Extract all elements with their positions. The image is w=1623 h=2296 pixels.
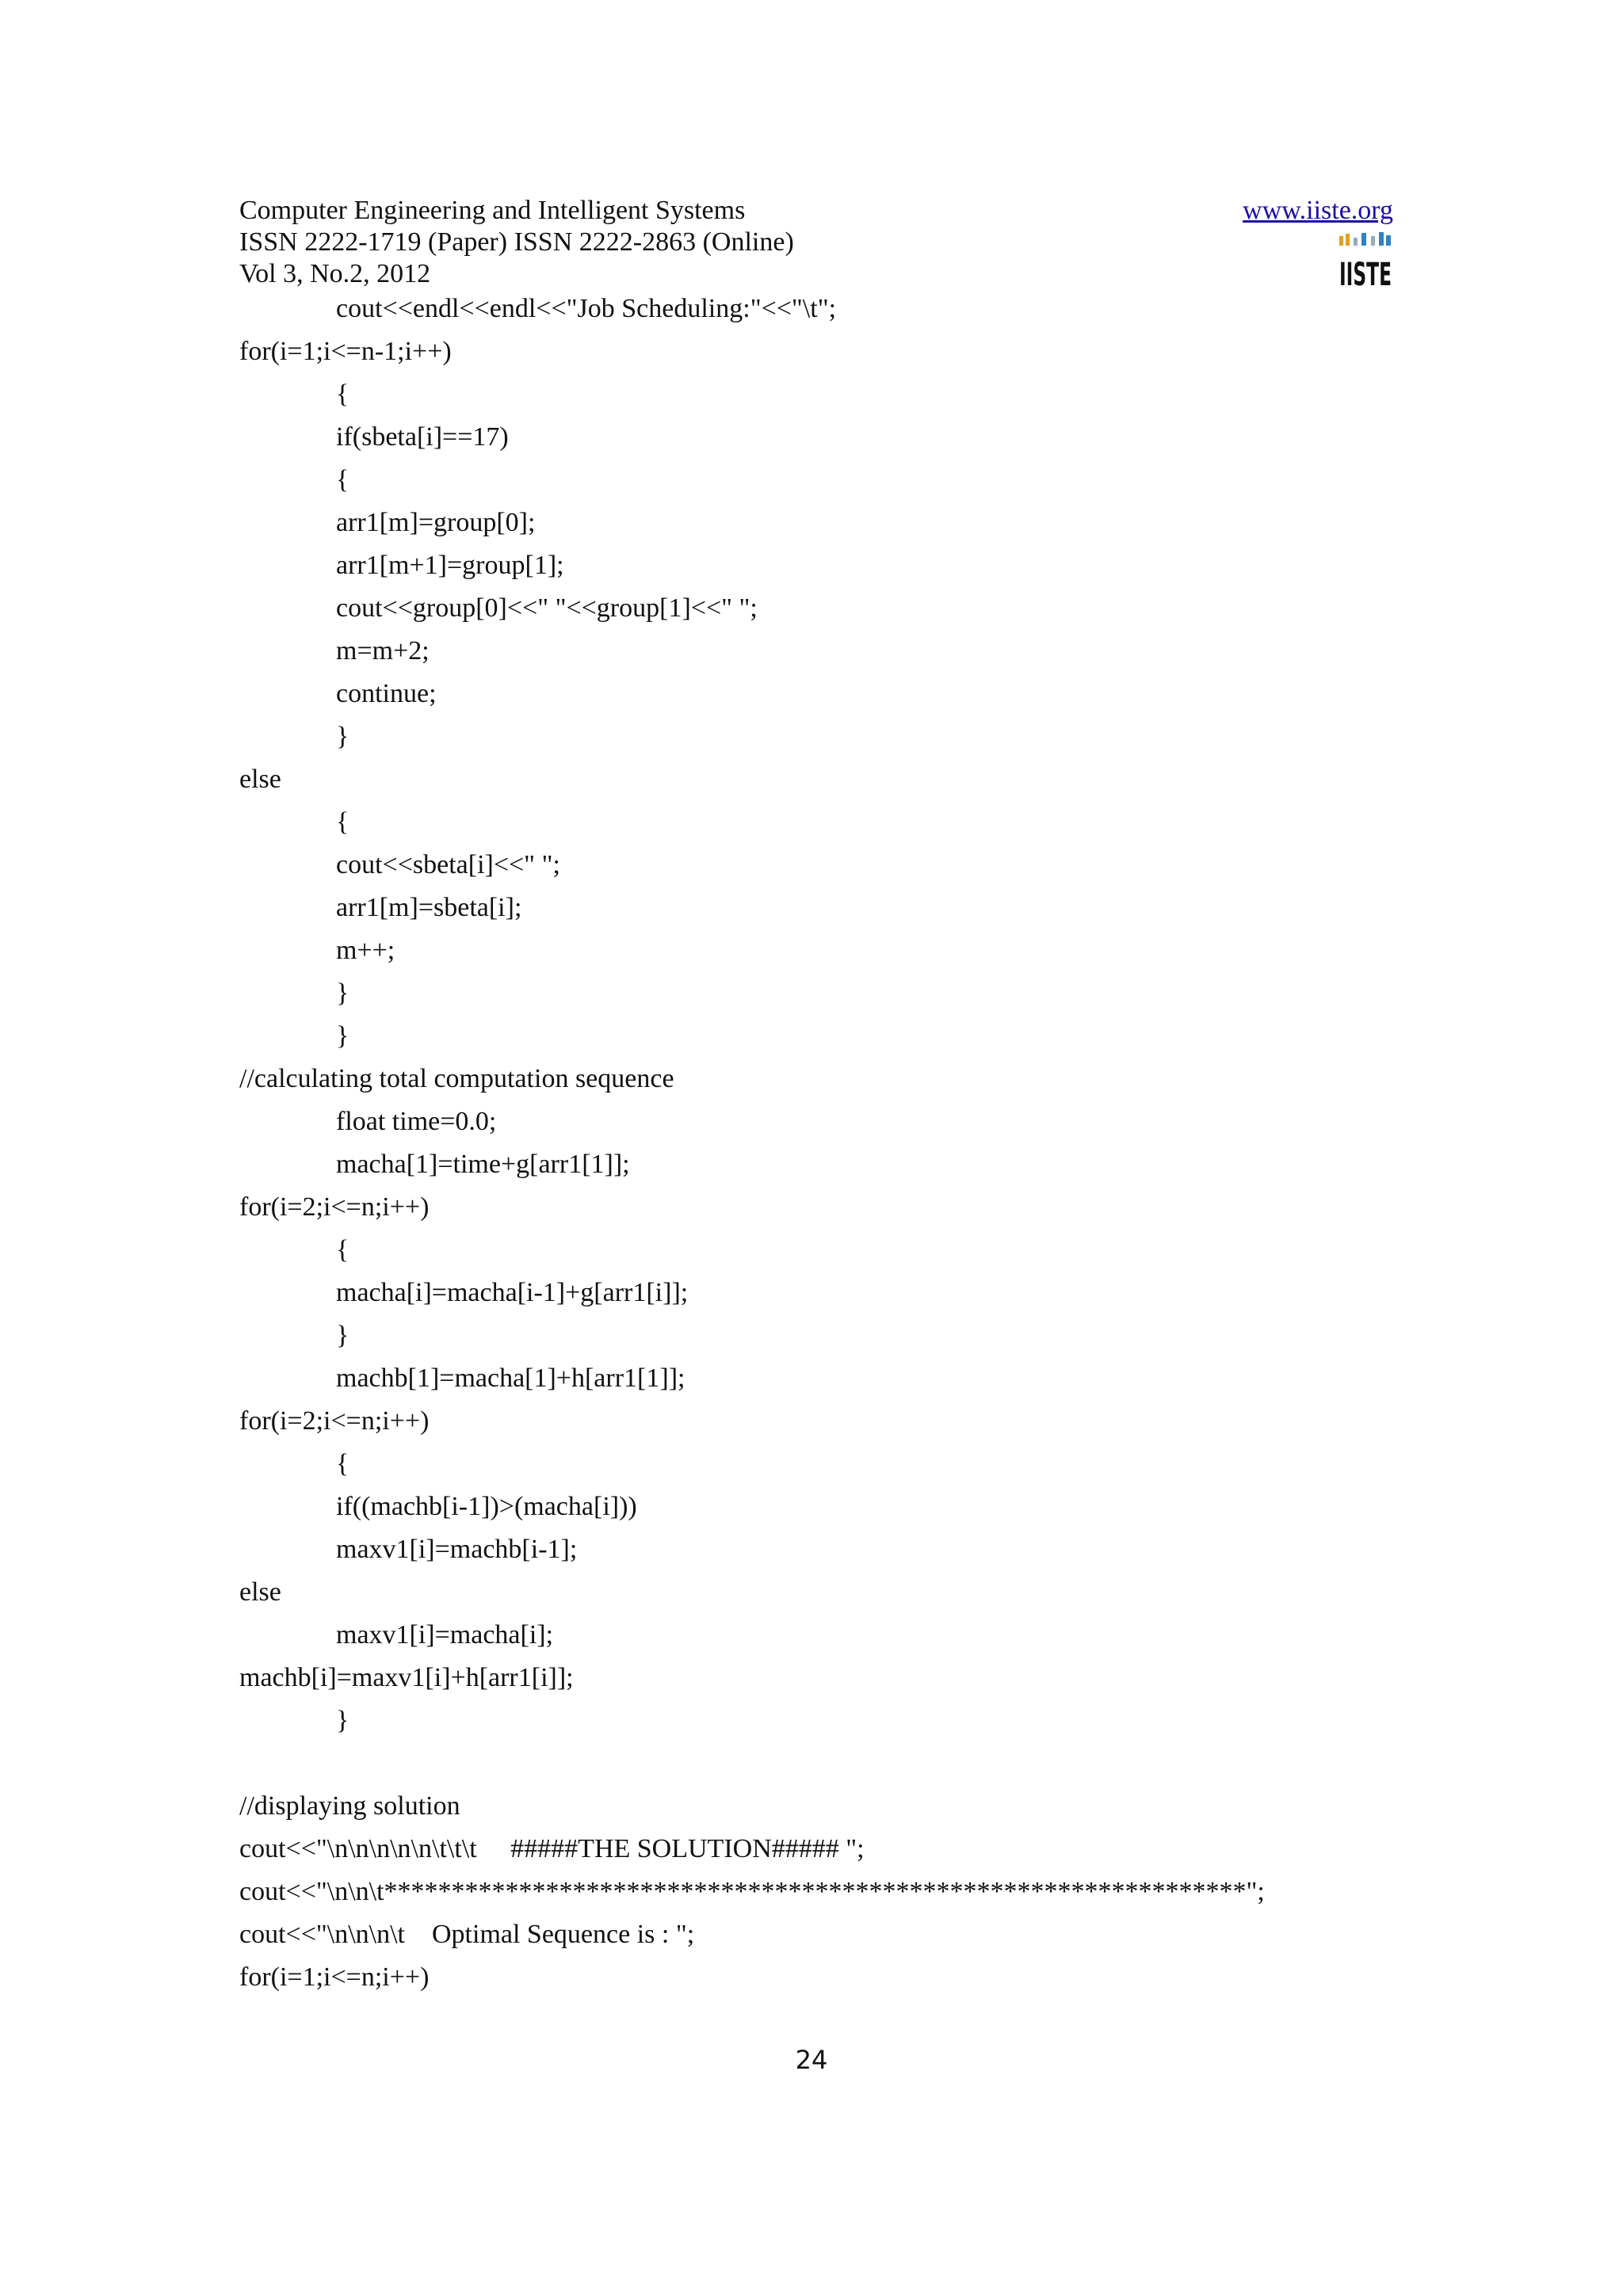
code-line: cout<<"\n\n\n\n\n\t\t\t #####THE SOLUTION##### ";	[239, 1834, 865, 1863]
code-line: continue;	[336, 679, 437, 708]
issn-line: ISSN 2222-1719 (Paper) ISSN 2222-2863 (Online)	[239, 227, 794, 257]
code-line: {	[336, 465, 349, 494]
code-line: machb[i]=maxv1[i]+h[arr1[i]];	[239, 1663, 574, 1692]
code-line: m=m+2;	[336, 636, 430, 666]
code-line: for(i=1;i<=n-1;i++)	[239, 337, 452, 366]
code-line: if(sbeta[i]==17)	[336, 422, 509, 452]
code-line: }	[336, 978, 349, 1008]
code-line: }	[336, 722, 349, 751]
code-line: {	[336, 379, 349, 409]
svg-text:IISTE: IISTE	[1339, 257, 1392, 293]
website-link[interactable]: www.iiste.org	[1243, 196, 1393, 225]
code-line: arr1[m+1]=group[1];	[336, 551, 564, 580]
code-line: float time=0.0;	[336, 1107, 497, 1136]
code-line: {	[336, 1449, 349, 1478]
code-line: for(i=1;i<=n;i++)	[239, 1962, 430, 1992]
code-line: else	[239, 765, 281, 794]
code-line: arr1[m]=sbeta[i];	[336, 893, 522, 922]
code-line: }	[336, 1021, 349, 1051]
code-line: macha[i]=macha[i-1]+g[arr1[i]];	[336, 1278, 689, 1307]
code-line: else	[239, 1577, 281, 1607]
code-line: {	[336, 807, 349, 837]
code-line: arr1[m]=group[0];	[336, 508, 536, 537]
volume-line: Vol 3, No.2, 2012	[239, 259, 431, 288]
page-number: 24	[795, 2045, 828, 2075]
code-line: maxv1[i]=machb[i-1];	[336, 1535, 578, 1564]
code-line: for(i=2;i<=n;i++)	[239, 1406, 430, 1436]
code-line: cout<<endl<<endl<<"Job Scheduling:"<<"\t";	[336, 294, 837, 323]
code-line: cout<<sbeta[i]<<" ";	[336, 850, 560, 879]
code-line: cout<<group[0]<<" "<<group[1]<<" ";	[336, 593, 758, 623]
journal-title: Computer Engineering and Intelligent Systems	[239, 196, 746, 225]
code-line: }	[336, 1321, 349, 1350]
code-line: maxv1[i]=macha[i];	[336, 1620, 554, 1650]
code-line: cout<<"\n\n\t****************************************************************";	[239, 1877, 1265, 1906]
code-line: m++;	[336, 936, 395, 965]
iiste-logo-icon	[1338, 231, 1393, 293]
code-line: {	[336, 1235, 349, 1264]
code-line: for(i=2;i<=n;i++)	[239, 1192, 430, 1222]
code-line: cout<<"\n\n\n\t Optimal Sequence is : ";	[239, 1920, 695, 1949]
code-line: if((machb[i-1])>(macha[i]))	[336, 1492, 637, 1521]
code-line: macha[1]=time+g[arr1[1]];	[336, 1150, 630, 1179]
code-line: //displaying solution	[239, 1791, 460, 1821]
code-line: //calculating total computation sequence	[239, 1064, 674, 1093]
code-line: }	[336, 1706, 349, 1735]
code-line: machb[1]=macha[1]+h[arr1[1]];	[336, 1363, 685, 1393]
